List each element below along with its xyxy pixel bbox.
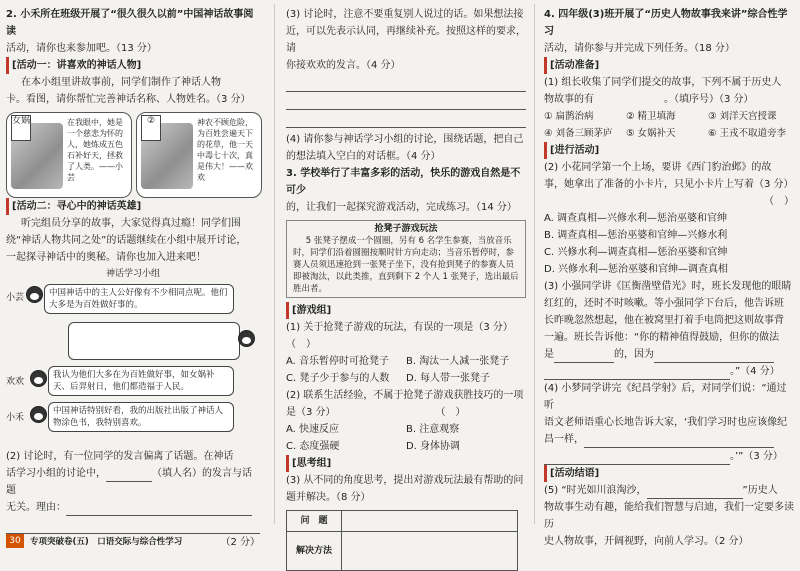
name-blank[interactable] <box>106 481 152 482</box>
r2-text-a: (2) 小花同学第一个上场，要讲《西门豹治邺》的故 <box>544 162 772 173</box>
card-text-2: 神农不顾危险，为百姓尝遍天下的花草，他一天中毒七十次，真是伟大！——欢欢 <box>197 118 253 182</box>
option-b[interactable]: B. 淘汰一人减一张凳子 <box>406 356 510 367</box>
speaker-name-3: 小禾 <box>6 413 25 423</box>
g1-question: (1) 关于抢凳子游戏的玩法，有误的一项是（3 分）（ ） <box>286 322 513 350</box>
answer-line[interactable] <box>286 76 526 92</box>
p4-text-a: 4. 四年级(3)班开展了“历史人物故事我来讲”综合性学习 <box>544 9 788 37</box>
column-divider <box>274 4 275 524</box>
activity2-text-a: 听完组员分享的故事，大家觉得真过瘾！同学们围 <box>21 218 241 229</box>
problem-cell[interactable] <box>342 511 518 532</box>
activity2-text-c: 一起探寻神话中的奥秘。请你也加入进来吧！ <box>6 252 206 263</box>
g2-options <box>286 421 526 455</box>
r3-text-d: 一遍。班长告诉他：“你的精神值得鼓励，但你的做法 <box>544 332 780 343</box>
r3-blank-line <box>544 346 794 363</box>
q4-text-a: (4) 请你参与神话学习小组的讨论，围绕话题，把自己 <box>286 134 524 145</box>
activity2-heading: [活动二：寻心中的神话英雄] <box>6 198 141 215</box>
q2-2-line <box>6 465 260 499</box>
story-item: ① 扁鹊治病 <box>544 111 594 122</box>
q2-intro-a: 2. 小禾所在班级开展了“很久很久以前”中国神话故事阅读 <box>6 9 254 37</box>
r4-score: 。’”（3 分） <box>730 451 783 462</box>
r2-text-b: 事，她拿出了准备的小卡片，只见小卡片上写着（3 分） <box>544 179 794 190</box>
prep-heading: [活动准备] <box>544 57 599 74</box>
story-list <box>544 108 794 142</box>
answer-line[interactable] <box>286 112 526 128</box>
r3-end-line <box>544 363 794 380</box>
game-rules-text: 5 张凳子摆成一个圆圈，另有 6 名学生参赛，当放音乐时，同学们沿着圆圈按顺时针方向走动；当音乐暂停时，参赛人员须迅速抢到一张凳子坐下，没有抢到凳子的参赛人员即被淘汰，以此类推，直到剩下 2 个人 1 张凳子，选出最后胜出者。 <box>293 236 519 294</box>
speaker-name-2: 欢欢 <box>6 377 25 387</box>
option-d[interactable]: D. 每人带一张凳子 <box>406 373 491 384</box>
myth-card-2 <box>136 112 262 198</box>
r3-text-b: 红红的，还时不时咳嗽。等小强同学下台后，他告诉班 <box>544 298 784 309</box>
activity2-text-b: 绕“神话人物共同之处”的话题继续在小组中展开讨论， <box>6 235 247 246</box>
answer-line[interactable] <box>6 518 260 534</box>
option-c[interactable]: C. 凳子少于参与的人数 <box>286 373 390 384</box>
p4-text-b: 活动，请你参与并完成下列任务。（18 分） <box>544 43 735 54</box>
r4-blank-line <box>544 431 794 448</box>
r4-end-line <box>544 448 794 465</box>
q2-2-score: （2 分） <box>220 537 260 548</box>
chat-group <box>6 266 260 448</box>
activity-heading: [进行活动] <box>544 142 599 159</box>
think-group-heading: [思考组] <box>286 455 331 472</box>
game-group-heading: [游戏组] <box>286 302 331 319</box>
q2-intro-b: 活动，请你也来参加吧。（13 分） <box>6 43 157 54</box>
q2-2-b: 话学习小组的讨论中， <box>6 468 106 479</box>
q2-2-d: 无关。理由： <box>6 502 66 513</box>
t3-question-b: 题并解决。（8 分） <box>286 492 371 503</box>
game-rules-box <box>286 220 526 298</box>
r1-text-b: 物故事的有 。（填序号）（3 分） <box>544 94 754 105</box>
story-item: ⑤ 女娲补天 <box>626 128 676 139</box>
r3-text-f: 的，因为 <box>614 349 654 360</box>
q2-2-a: (2) 讨论时，有一位同学的发言偏离了话题。在神话 <box>6 451 234 462</box>
myth-card-1 <box>6 112 132 198</box>
avatar-icon <box>30 406 47 423</box>
chat-bubble-2: 我认为他们大多在为百姓做好事，如女娲补天、后羿射日，他们都造福于人民。 <box>48 366 234 396</box>
empty-chat-bubble[interactable] <box>68 322 240 360</box>
g2-question-b: 是（3 分） （ ） <box>286 407 466 418</box>
avatar-icon <box>26 286 43 303</box>
q2-2-c: （填人名）的发言与话题 <box>6 468 252 496</box>
r2-answer-paren[interactable]: （ ） <box>764 196 794 207</box>
story-item: ⑥ 王戎不取道旁李 <box>708 128 787 139</box>
r2-option-d[interactable]: D. 兴修水利—惩治巫婆和官绅—调查真相 <box>544 264 729 275</box>
r3-text-e: 是 <box>544 349 554 360</box>
r4-text-b: 语文老师语重心长地告诉大家，‘我们学习时也应该像纪 <box>544 417 788 428</box>
p3-text-b: 的，让我们一起探究游戏活动，完成练习。（14 分） <box>286 202 517 213</box>
g1-options <box>286 353 526 387</box>
activity1-text-b: 卡。看图，请你帮忙完善神话名称、人物姓名。（3 分） <box>6 94 251 105</box>
card-text-1: 在我眼中，她是一个慈悲为怀的人，她炼成五色石补好天，拯救了人类。——小芸 <box>67 118 123 182</box>
option-a[interactable]: A. 音乐暂停时可抢凳子 <box>286 356 390 367</box>
myth-cards <box>6 112 260 198</box>
r5-line <box>544 482 794 499</box>
r3-text-c: 长昨晚忽然想起，他在被窝里打着手电筒把这则故事背 <box>544 315 784 326</box>
activity1-heading: [活动一：讲喜欢的神话人物] <box>6 57 141 74</box>
q4-text-b: 的想法填入空白的对话框。（4 分） <box>286 151 441 162</box>
r4-text-a: (4) 小梦同学讲完《纪昌学射》后，对同学们说：“通过听 <box>544 383 787 411</box>
r3-score: 。”（4 分） <box>730 366 780 377</box>
story-item: ③ 刘洋天宫授课 <box>708 111 777 122</box>
closing-heading: [活动结语] <box>544 465 599 482</box>
option-a[interactable]: A. 快速反应 <box>286 424 340 435</box>
column-right <box>544 6 794 550</box>
reason-blank[interactable] <box>66 515 252 516</box>
page-number: 30 <box>6 534 24 548</box>
q3-text-b: 近，可以先表示认同，再继续补充。按照这样的要求，请 <box>286 26 526 54</box>
r5-text-d: 史人物故事，开阔视野，向前人学习。（2 分） <box>544 536 749 547</box>
r3-text-a: (3) 小强同学讲《匡衡凿壁借光》时，班长发现他的眼睛 <box>544 281 792 292</box>
story-item: ④ 刘备三顾茅庐 <box>544 128 613 139</box>
speaker-name-1: 小芸 <box>6 293 25 303</box>
avatar-icon <box>30 370 47 387</box>
chat-bubble-3: 中国神话特别好看，我的出版社出版了神话人物涂色书，我特别喜欢。 <box>48 402 234 432</box>
column-left <box>6 6 260 551</box>
avatar-icon <box>238 330 255 347</box>
r5-text-c: 物故事生动有趣，能给我们智慧与启迪，我们一定要多读历 <box>544 502 794 530</box>
card-tag-2: ② <box>141 115 161 141</box>
option-d[interactable]: D. 身体协调 <box>406 441 461 452</box>
card-tag-1: 女娲 <box>11 115 31 141</box>
r2-option-c[interactable]: C. 兴修水利—调查真相—惩治巫婆和官绅 <box>544 247 728 258</box>
r5-text-a: (5) “时光如川浪淘沙， <box>544 485 647 496</box>
r4-text-c: 昌一样， <box>544 434 584 445</box>
game-title: 抢凳子游戏玩法 <box>374 224 438 234</box>
r1-text-a: (1) 组长收集了同学们提交的故事，下列不属于历史人 <box>544 77 782 88</box>
option-c[interactable]: C. 态度强硬 <box>286 441 340 452</box>
q3-text-c: 你接欢欢的发言。（4 分） <box>286 60 401 71</box>
footer-title: 专项突破卷(五) 口语交际与综合性学习 <box>30 537 183 547</box>
story-item: ② 精卫填海 <box>626 111 676 122</box>
t3-question-a: (3) 从不同的角度思考，提出对游戏玩法最有帮助的问 <box>286 475 524 486</box>
table-header-problem: 问 题 <box>287 511 342 532</box>
option-b[interactable]: B. 注意观察 <box>406 424 460 435</box>
chat-title: 神话学习小组 <box>105 269 160 279</box>
r2-option-a[interactable]: A. 调查真相—兴修水利—惩治巫婆和官绅 <box>544 213 728 224</box>
activity1-text-a: 在本小组里讲故事前，同学们制作了神话人物 <box>21 77 221 88</box>
chat-bubble-1: 中国神话中的主人公好像有不少相同点呢。他们大多是为百姓做好事的。 <box>44 284 234 314</box>
answer-table <box>286 510 518 571</box>
answer-line[interactable] <box>286 94 526 110</box>
r2-option-b[interactable]: B. 调查真相—惩治巫婆和官绅—兴修水利 <box>544 230 728 241</box>
g2-question-a: (2) 联系生活经验，不属于抢凳子游戏获胜技巧的一项 <box>286 390 524 401</box>
solution-cell[interactable] <box>342 532 518 571</box>
p3-text-a: 3. 学校举行了丰富多彩的活动，快乐的游戏自然是不可少 <box>286 168 521 196</box>
column-middle <box>286 6 526 571</box>
q2-2-reason <box>6 499 260 516</box>
table-header-solution: 解决方法 <box>287 532 342 571</box>
column-divider <box>534 4 535 524</box>
r5-text-b: ”历史人 <box>742 485 778 496</box>
q3-text-a: (3) 讨论时，注意不要重复别人说过的话。如果想法接 <box>286 9 524 20</box>
